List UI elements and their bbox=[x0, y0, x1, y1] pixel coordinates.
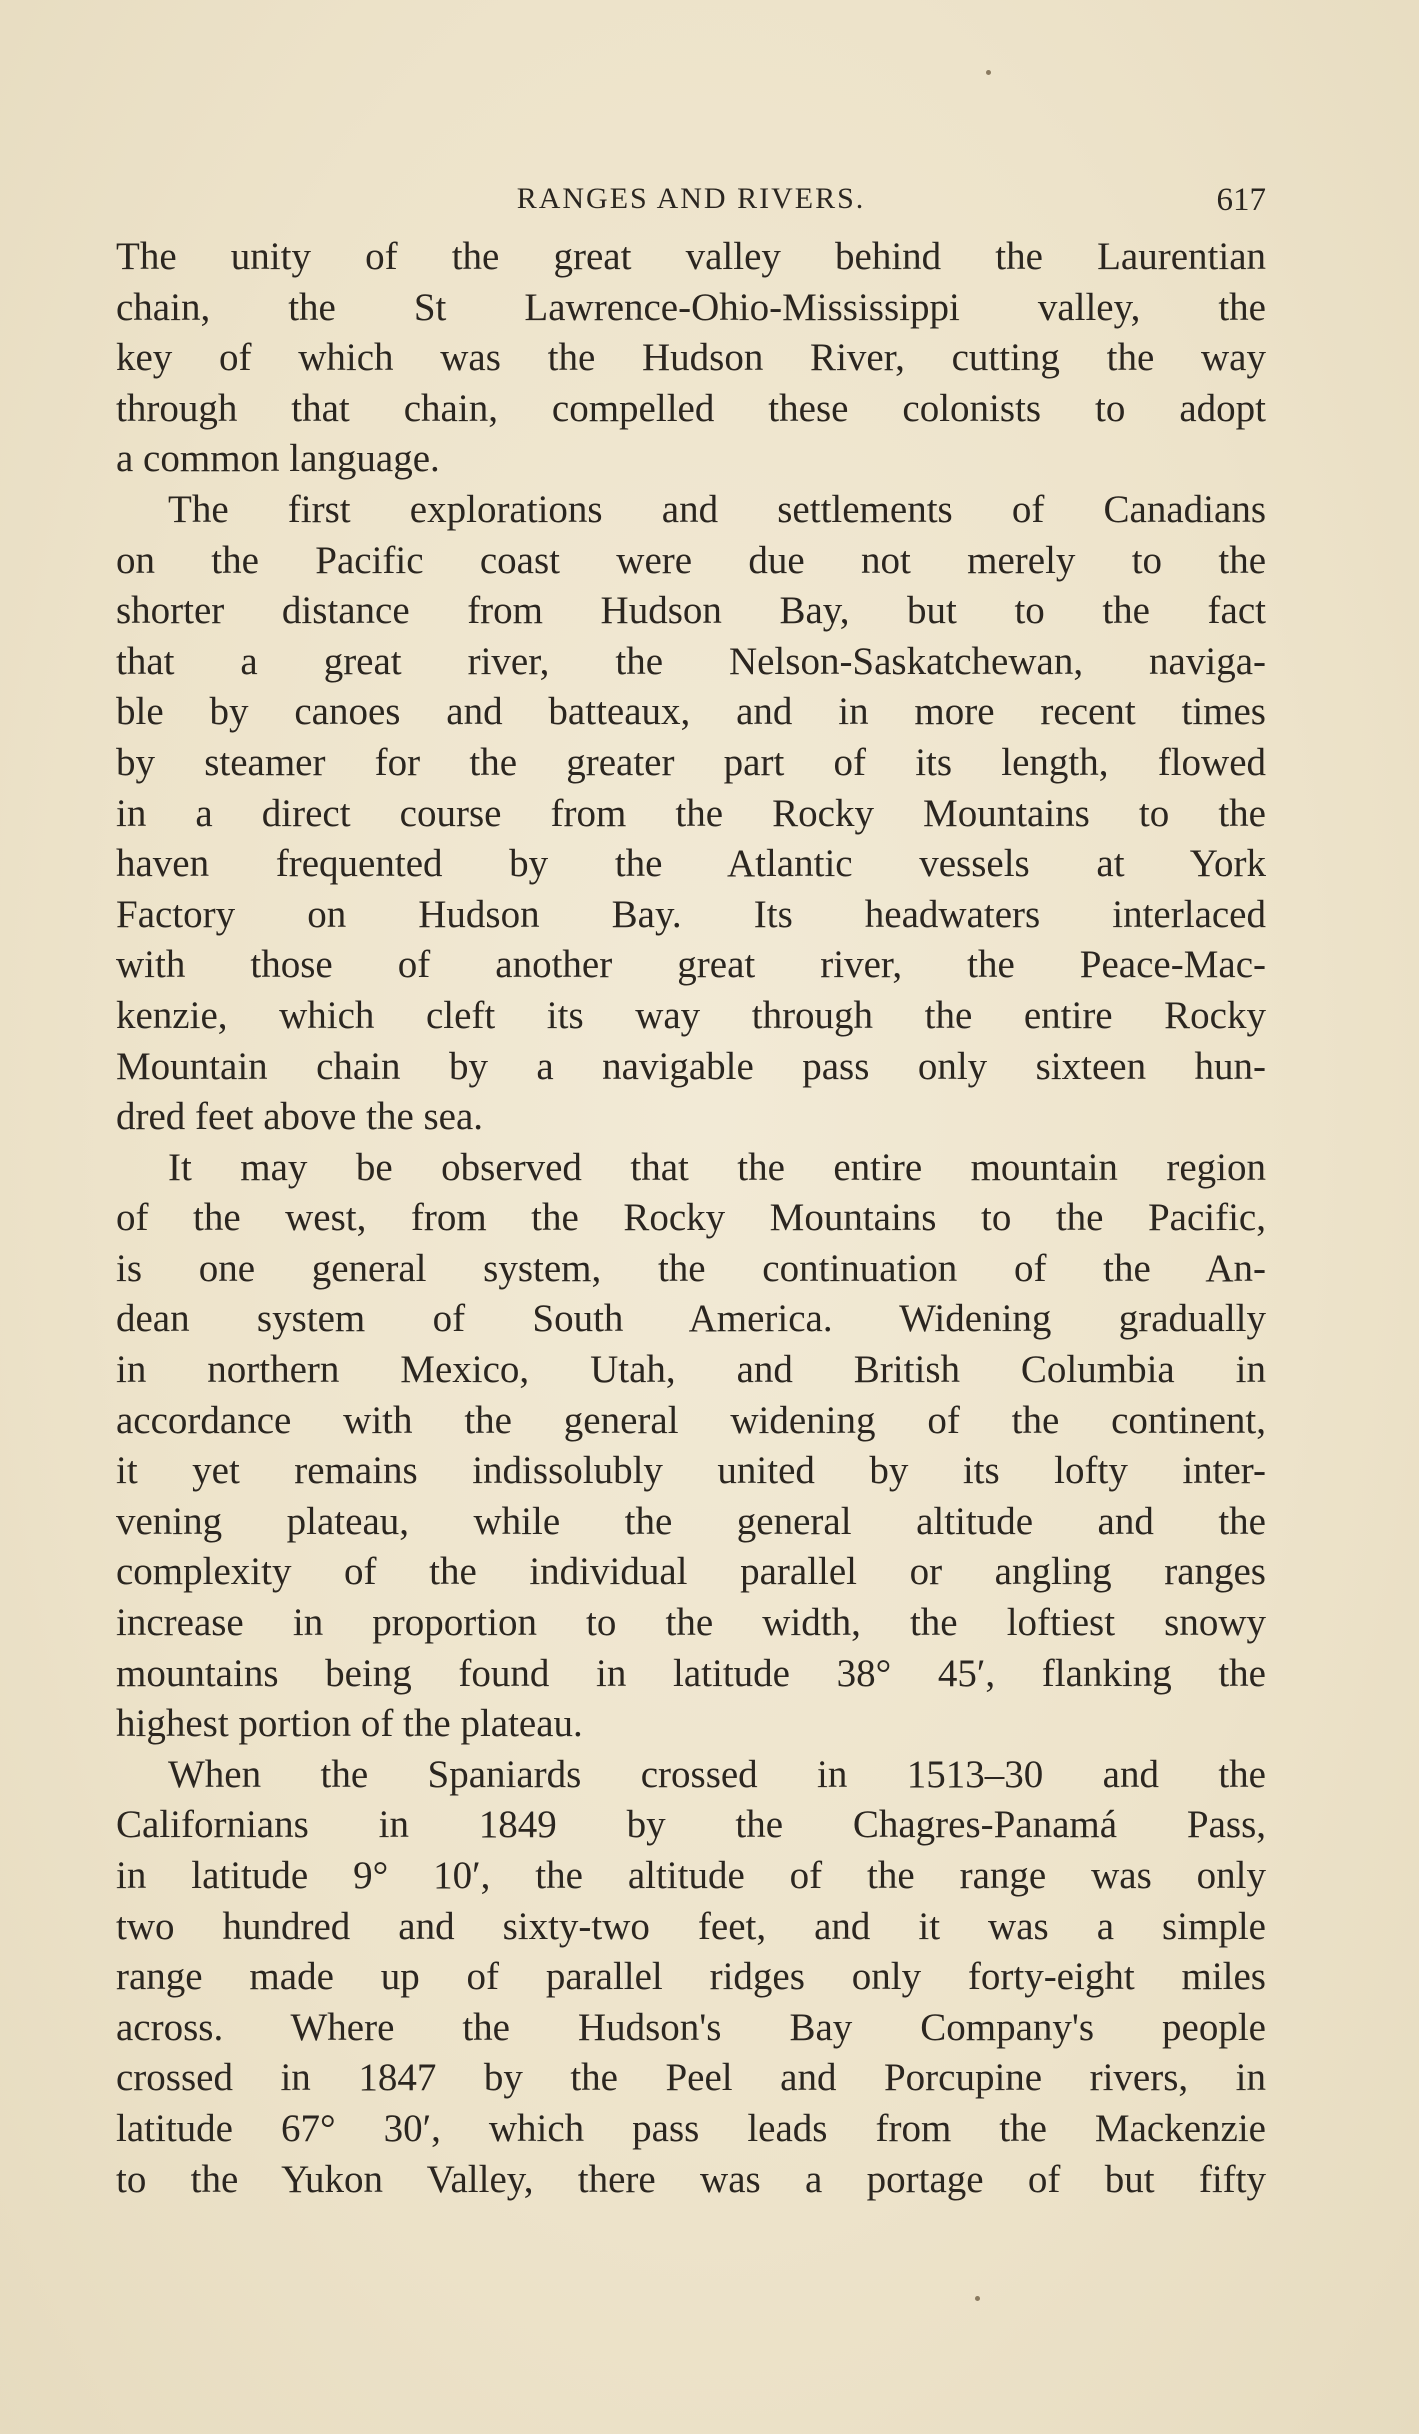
text-line: key of which was the Hudson River, cutting the way bbox=[116, 336, 1266, 380]
page-number: 617 bbox=[1216, 182, 1266, 218]
text-line: in a direct course from the Rocky Mountains to the bbox=[116, 791, 1266, 835]
text-line: in northern Mexico, Utah, and British Columbia in bbox=[116, 1348, 1266, 1392]
text-line: across. Where the Hudson's Bay Company's people bbox=[116, 2005, 1266, 2049]
text-line: chain, the St Lawrence-Ohio-Mississippi valley, the bbox=[116, 285, 1266, 329]
text-line: dred feet above the sea. bbox=[116, 1095, 484, 1139]
text-line: shorter distance from Hudson Bay, but to the fact bbox=[116, 589, 1266, 633]
text-line: highest portion of the plateau. bbox=[116, 1702, 583, 1746]
paper-speck bbox=[986, 70, 991, 75]
text-line: mountains being found in latitude 38° 45′, flanking the bbox=[116, 1651, 1266, 1695]
text-line: Mountain chain by a navigable pass only sixteen hun- bbox=[116, 1044, 1266, 1088]
paper-speck bbox=[975, 2296, 980, 2301]
running-head bbox=[116, 178, 1266, 222]
text-line: in latitude 9° 10′, the altitude of the range was only bbox=[116, 1854, 1266, 1897]
text-line: of the west, from the Rocky Mountains to the Pacific, bbox=[116, 1196, 1266, 1240]
text-line: vening plateau, while the general altitude and the bbox=[116, 1499, 1266, 1543]
text-line: accordance with the general widening of the continent, bbox=[116, 1398, 1266, 1442]
text-line: kenzie, which cleft its way through the entire Rocky bbox=[116, 993, 1266, 1037]
paragraph bbox=[116, 485, 1266, 1143]
text-line: The unity of the great valley behind the Laurentian bbox=[116, 235, 1266, 278]
paragraph bbox=[116, 232, 1266, 485]
text-line: increase in proportion to the width, the loftiest snowy bbox=[116, 1601, 1266, 1645]
text-line: through that chain, compelled these colonists to adopt bbox=[116, 386, 1266, 430]
text-line: is one general system, the continuation of the An- bbox=[116, 1246, 1266, 1290]
running-title: RANGES AND RIVERS. bbox=[516, 182, 866, 215]
text-line: crossed in 1847 by the Peel and Porcupine rivers, in bbox=[116, 2056, 1266, 2100]
text-line: Californians in 1849 by the Chagres-Panamá Pass, bbox=[116, 1803, 1266, 1847]
text-line: a common language. bbox=[116, 437, 440, 481]
text-line: two hundred and sixty-two feet, and it was a simple bbox=[116, 1904, 1266, 1948]
body-text bbox=[116, 232, 1266, 2205]
text-line: The first explorations and settlements of Canadians bbox=[168, 487, 1266, 531]
text-line: on the Pacific coast were due not merely to the bbox=[116, 538, 1266, 582]
text-line: complexity of the individual parallel or angling ranges bbox=[116, 1550, 1266, 1594]
paragraph bbox=[116, 1143, 1266, 1750]
text-line: It may be observed that the entire mountain region bbox=[168, 1145, 1266, 1189]
text-line: latitude 67° 30′, which pass leads from the Mackenzie bbox=[116, 2106, 1266, 2150]
text-line: with those of another great river, the Peace-Mac- bbox=[116, 943, 1266, 987]
text-line: dean system of South America. Widening gradually bbox=[116, 1297, 1266, 1341]
text-line: Factory on Hudson Bay. Its headwaters interlaced bbox=[116, 892, 1266, 936]
text-line: by steamer for the greater part of its length, flowed bbox=[116, 740, 1266, 784]
text-line: to the Yukon Valley, there was a portage of but fifty bbox=[116, 2157, 1266, 2201]
text-line: that a great river, the Nelson-Saskatchewan, naviga- bbox=[116, 639, 1266, 683]
text-line: it yet remains indissolubly united by its lofty inter- bbox=[116, 1449, 1266, 1493]
text-line: haven frequented by the Atlantic vessels at York bbox=[116, 842, 1266, 886]
text-line: When the Spaniards crossed in 1513–30 and the bbox=[168, 1752, 1266, 1796]
text-line: ble by canoes and batteaux, and in more recent times bbox=[116, 690, 1266, 734]
text-line: range made up of parallel ridges only forty-eight miles bbox=[116, 1955, 1266, 1999]
paragraph bbox=[116, 1750, 1266, 2205]
